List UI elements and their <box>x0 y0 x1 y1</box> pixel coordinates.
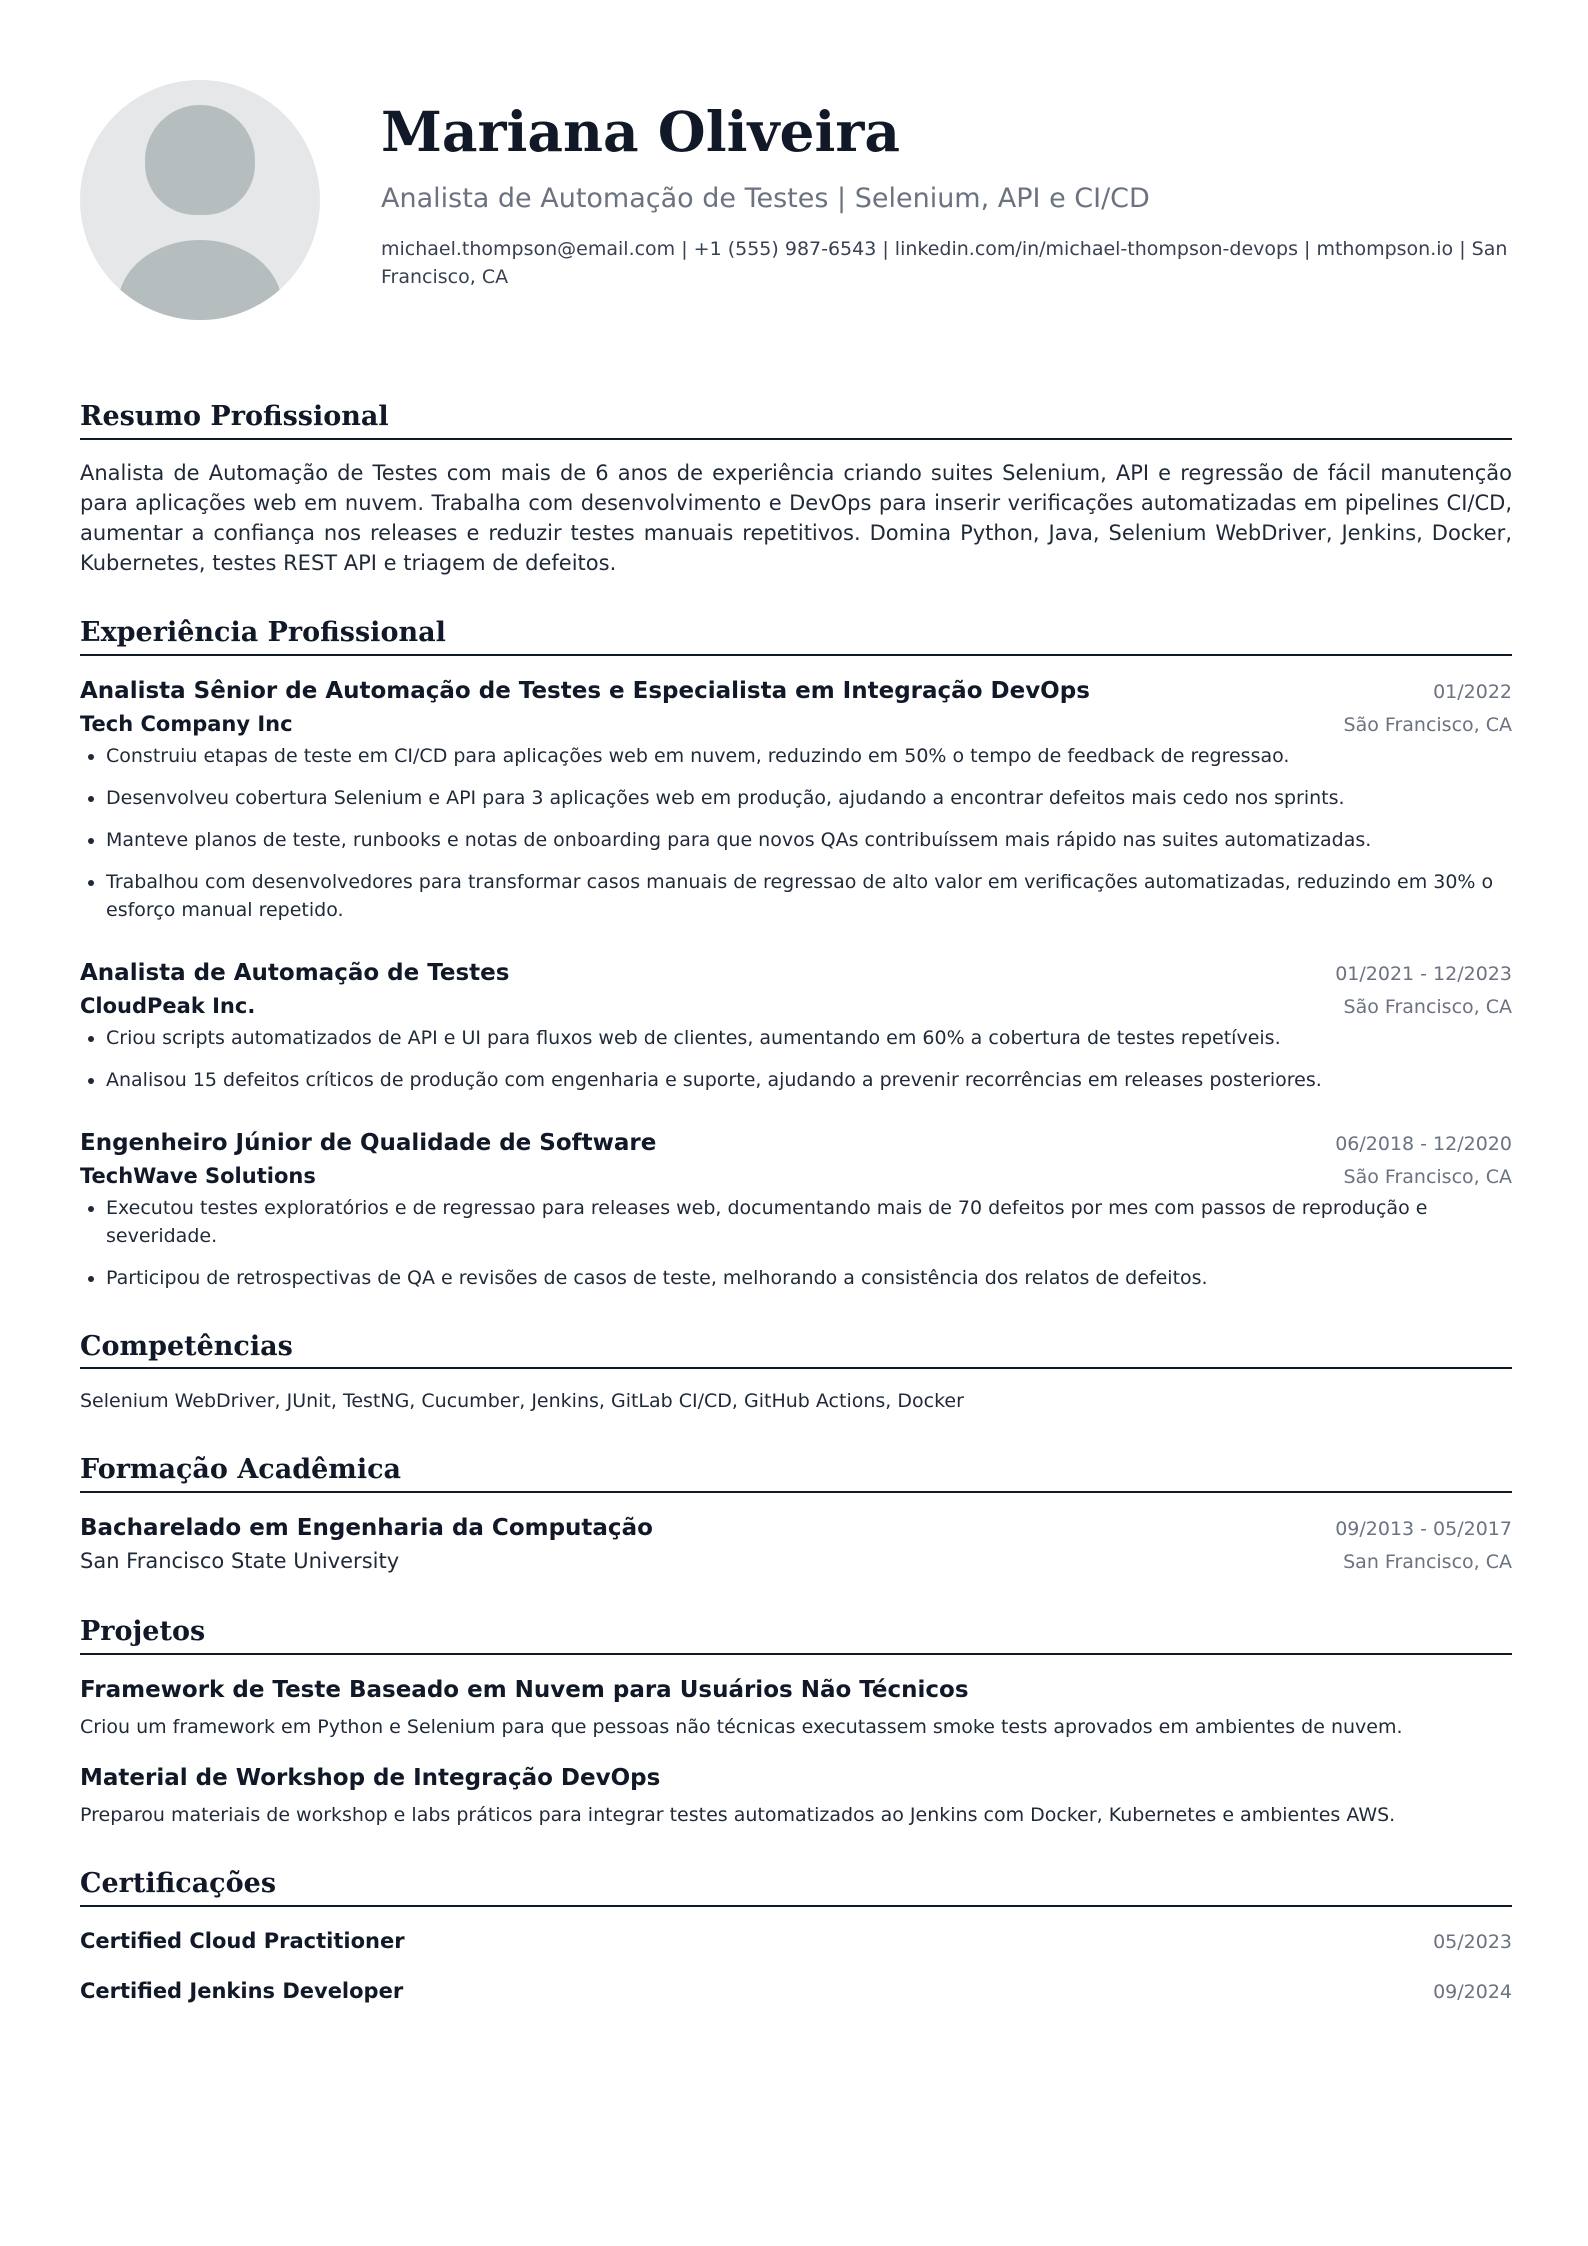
resume-content <box>80 400 1512 2045</box>
section-skills <box>80 1330 1512 1416</box>
section-education <box>80 1453 1512 1577</box>
education-degree: Bacharelado em Engenharia da Computação <box>80 1515 653 1541</box>
job-location: São Francisco, CA <box>1343 713 1512 736</box>
job-bullet: • Analisou 15 defeitos críticos de produção com engenharia e suporte, ajudando a prevenir recorrências em releases posteriores. <box>106 1066 1512 1094</box>
project-entry <box>80 1761 1512 1829</box>
section-heading: Experiência Profissional <box>80 616 1512 656</box>
job-dates: 01/2021 - 12/2023 <box>1335 962 1512 985</box>
job-header-row <box>80 956 1512 990</box>
job-bullets <box>80 1194 1512 1292</box>
project-description: Criou um framework em Python e Selenium para que pessoas não técnicas executassem smoke tests aprovados em ambientes de nuvem. <box>80 1715 1403 1738</box>
section-heading: Certificações <box>80 1867 1512 1907</box>
job-entry <box>80 1126 1512 1292</box>
education-location: San Francisco, CA <box>1343 1551 1512 1573</box>
project-name: Framework de Teste Baseado em Nuvem para Usuários Não Técnicos <box>80 1676 969 1703</box>
summary-text: Analista de Automação de Testes com mais de 6 anos de experiência criando suites Selenium, API e regressão de fácil manutenção para aplicações web em nuvem. Trabalha com desenvolvimento e DevOps para inserir verificações automatizadas em pipelines CI/CD, aumentar a confiança nos releases e reduzir testes manuais repetitivos. Domina Python, Java, Selenium WebDriver, Jenkins, Docker, Kubernetes, testes REST API e triagem de defeitos. <box>80 460 1512 575</box>
section-heading: Projetos <box>80 1615 1512 1655</box>
section-certifications <box>80 1867 1512 2007</box>
avatar-head-shape <box>145 105 255 215</box>
job-company: TechWave Solutions <box>80 1163 316 1188</box>
project-description: Preparou materiais de workshop e labs práticos para integrar testes automatizados ao Jenkins com Docker, Kubernetes e ambientes AWS. <box>80 1803 1396 1826</box>
job-bullet: • Desenvolveu cobertura Selenium e API para 3 aplicações web em produção, ajudando a encontrar defeitos mais cedo nos sprints. <box>106 784 1512 812</box>
avatar-placeholder-icon <box>80 80 320 320</box>
certification-entry <box>80 1975 1512 2007</box>
project-entry <box>80 1673 1512 1741</box>
education-school-row <box>80 1545 1512 1577</box>
section-experience <box>80 616 1512 1292</box>
job-company: CloudPeak Inc. <box>80 993 256 1018</box>
education-dates: 09/2013 - 05/2017 <box>1335 1518 1512 1540</box>
job-bullet: • Construiu etapas de teste em CI/CD para aplicações web em nuvem, reduzindo em 50% o tempo de feedback de regressao. <box>106 742 1512 770</box>
section-heading: Formação Acadêmica <box>80 1453 1512 1493</box>
candidate-title: Analista de Automação de Testes | Selenium, API e CI/CD <box>381 182 1150 214</box>
education-school: San Francisco State University <box>80 1549 400 1573</box>
job-header-row <box>80 1126 1512 1160</box>
certification-name: Certified Jenkins Developer <box>80 1978 404 2003</box>
resume-header <box>80 80 1512 320</box>
job-company-row <box>80 1160 1512 1192</box>
certification-entry <box>80 1925 1512 1957</box>
job-company-row <box>80 990 1512 1022</box>
contact-info: michael.thompson@email.com | +1 (555) 987-6543 | linkedin.com/in/michael-thompson-devops | mthompson.io | San Francisco, CA <box>381 237 1508 288</box>
job-company: Tech Company Inc <box>80 711 293 736</box>
certification-date: 05/2023 <box>1433 1930 1512 1953</box>
job-location: São Francisco, CA <box>1343 995 1512 1018</box>
job-bullet: • Participou de retrospectivas de QA e revisões de casos de teste, melhorando a consistência dos relatos de defeitos. <box>106 1264 1512 1292</box>
certification-name: Certified Cloud Practitioner <box>80 1928 405 1953</box>
job-entry <box>80 674 1512 924</box>
header-text <box>381 99 1512 291</box>
section-heading: Resumo Profissional <box>80 400 1512 440</box>
job-location: São Francisco, CA <box>1343 1165 1512 1188</box>
section-projects <box>80 1615 1512 1829</box>
job-dates: 06/2018 - 12/2020 <box>1335 1132 1512 1155</box>
job-bullets <box>80 742 1512 924</box>
job-dates: 01/2022 <box>1433 680 1512 703</box>
education-header-row <box>80 1511 1512 1545</box>
job-bullet: • Executou testes exploratórios e de regressao para releases web, documentando mais de 70 defeitos por mes com passos de reprodução e severidade. <box>106 1194 1512 1250</box>
job-company-row <box>80 708 1512 740</box>
job-bullet: • Trabalhou com desenvolvedores para transformar casos manuais de regressao de alto valor em verificações automatizadas, reduzindo em 30% o esforço manual repetido. <box>106 868 1512 924</box>
project-name: Material de Workshop de Integração DevOps <box>80 1764 661 1791</box>
job-bullet: • Criou scripts automatizados de API e UI para fluxos web de clientes, aumentando em 60% a cobertura de testes repetíveis. <box>106 1024 1512 1052</box>
section-summary <box>80 400 1512 578</box>
job-header-row <box>80 674 1512 708</box>
candidate-name: Mariana Oliveira <box>381 99 900 164</box>
job-role: Analista Sênior de Automação de Testes e Especialista em Integração DevOps <box>80 677 1090 704</box>
job-bullets <box>80 1024 1512 1094</box>
avatar-shoulders-shape <box>118 240 282 320</box>
skills-list: Selenium WebDriver, JUnit, TestNG, Cucumber, Jenkins, GitLab CI/CD, GitHub Actions, Docker <box>80 1390 964 1413</box>
job-entry <box>80 956 1512 1094</box>
section-heading: Competências <box>80 1330 1512 1370</box>
job-bullet: • Manteve planos de teste, runbooks e notas de onboarding para que novos QAs contribuíssem mais rápido nas suites automatizadas. <box>106 826 1512 854</box>
job-role: Engenheiro Júnior de Qualidade de Software <box>80 1129 657 1156</box>
job-role: Analista de Automação de Testes <box>80 959 510 986</box>
certification-date: 09/2024 <box>1433 1980 1512 2003</box>
